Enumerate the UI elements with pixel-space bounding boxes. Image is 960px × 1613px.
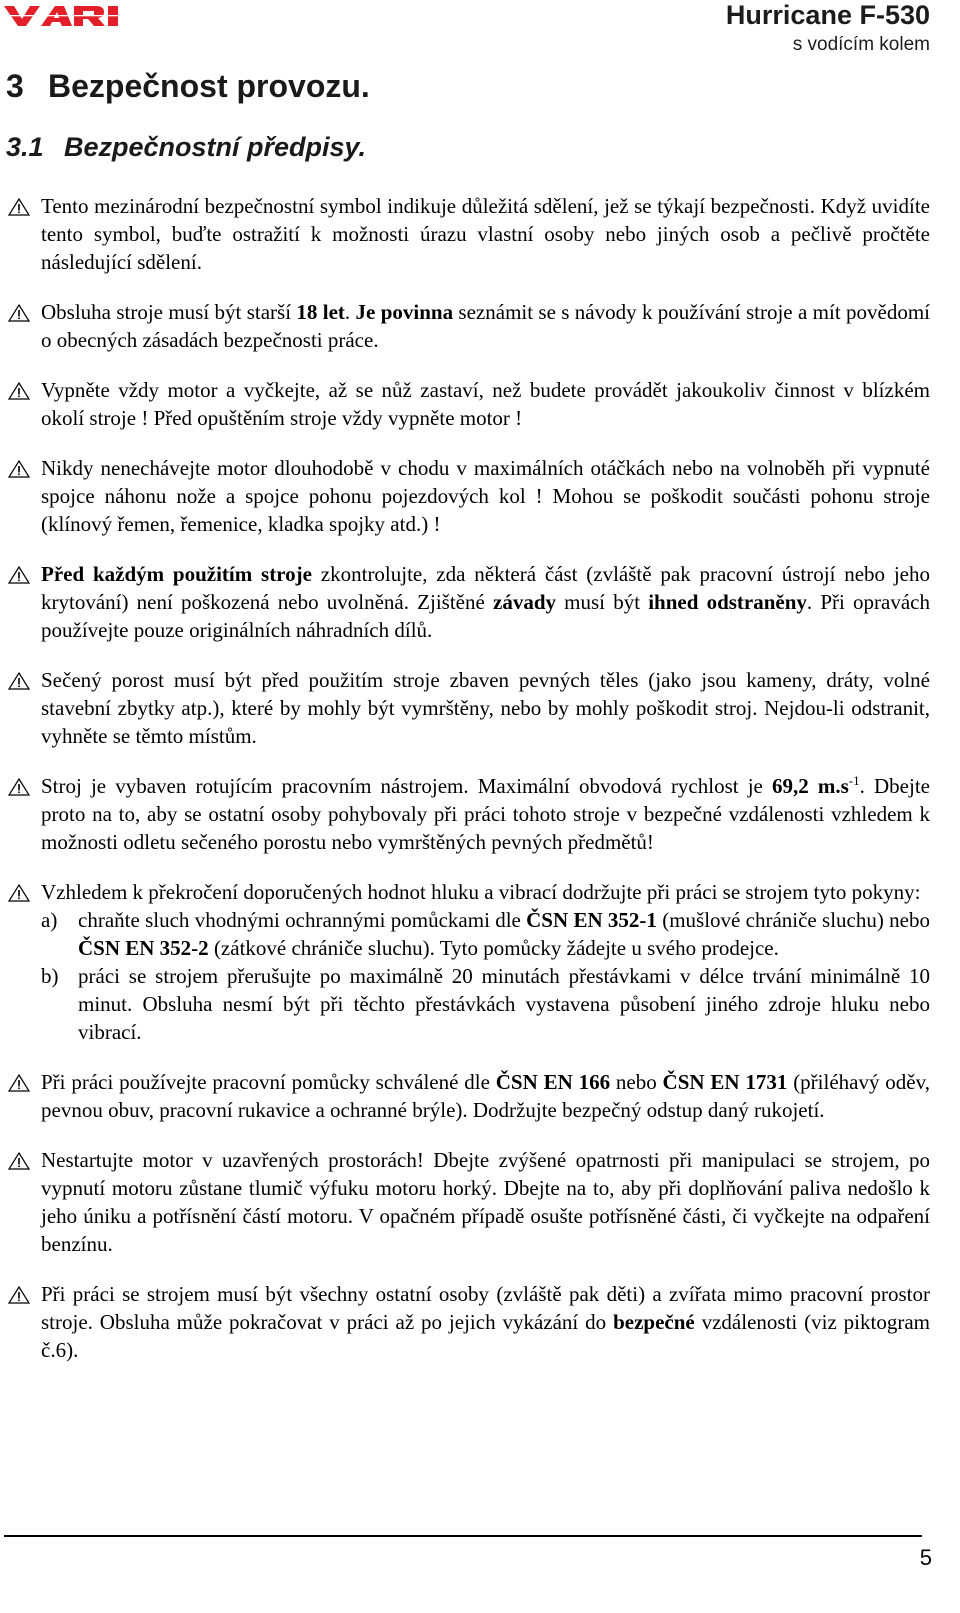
warning-triangle-icon	[8, 1074, 30, 1092]
text-run: Stroj je vybaven rotujícím pracovním nástrojem. Maximální obvodová rychlost je	[41, 774, 772, 798]
rule-text	[41, 878, 930, 906]
text-run: zkontrolujte, zda některá část (zvláště pak pracovní ústrojí nebo jeho krytování) není poškozená nebo uvolněná. Zjištěné	[41, 562, 930, 614]
subitem-text	[78, 906, 930, 962]
safety-rule-p10	[41, 1146, 930, 1258]
text-run: vzdálenosti (viz piktogram č.6).	[41, 1310, 931, 1362]
text-run: Sečený porost musí být před použitím stroje zbaven pevných těles (jako jsou kameny, dráty, volné stavební zbytky atp.), které by mohly být vymrštěny, nebo by mohly poškodit stroj. Nejdou-li odstranit, vyhněte se těmto místům.	[41, 668, 930, 748]
safety-rules-list	[0, 192, 960, 1364]
warning-triangle-icon	[8, 566, 30, 584]
rule-sublist	[41, 906, 930, 1046]
warning-triangle-icon	[8, 672, 30, 690]
bold-text: ČSN EN 352-1	[526, 908, 657, 932]
safety-rule-p4	[41, 454, 930, 538]
subitem-text	[78, 962, 930, 1046]
bold-text: ČSN EN 352-2	[78, 936, 209, 960]
warning-triangle-icon	[8, 778, 30, 796]
text-run: .	[344, 300, 356, 324]
text-run: nebo	[610, 1070, 663, 1094]
warning-triangle-icon	[8, 198, 30, 216]
bold-text: závady	[493, 590, 556, 614]
safety-rule-p8	[41, 878, 930, 1046]
rule-text	[41, 1280, 930, 1364]
bold-text: bezpečné	[613, 1310, 695, 1334]
text-run: (mušlové chrániče sluchu) nebo	[656, 908, 930, 932]
rule-text	[41, 560, 930, 644]
safety-rule-p9	[41, 1068, 930, 1124]
section-title: Bezpečnost provozu.	[48, 68, 370, 104]
rule-text	[41, 298, 930, 354]
text-run: Nikdy nenechávejte motor dlouhodobě v chodu v maximálních otáčkách nebo na volnoběh při vypnuté spojce náhonu nože a spojce pohonu pojezdových kol ! Mohou se poškodit součásti pohonu stroje (klínový řemen, řemenice, kladka spojky atd.) !	[41, 456, 930, 536]
bold-text: 69,2 m.s	[772, 774, 849, 798]
safety-rule-p7	[41, 772, 930, 856]
section-heading	[6, 68, 370, 105]
page-header	[0, 0, 960, 60]
section-number: 3	[6, 68, 24, 104]
text-run: Obsluha stroje musí být starší	[41, 300, 297, 324]
bold-text: Je povinna	[355, 300, 454, 324]
safety-rule-p1	[41, 192, 930, 276]
bold-text: ČSN EN 1731	[662, 1070, 788, 1094]
product-title: Hurricane F-530	[725, 0, 930, 30]
rule-text	[41, 1146, 930, 1258]
text-run: chraňte sluch vhodnými ochrannými pomůckami dle	[78, 908, 527, 932]
rule-subitem	[41, 962, 930, 1046]
text-run: . Dbejte proto na to, aby se ostatní osoby pohybovaly při práci tohoto stroje v bezpečné vzdálenosti vzhledem k možnosti odletu sečeného porostu nebo vymrštěných pevných předmětů!	[41, 774, 930, 854]
warning-triangle-icon	[8, 1152, 30, 1170]
vari-logo	[4, 6, 130, 31]
product-subtitle: s vodícím kolem	[792, 34, 930, 55]
text-run: Vzhledem k překročení doporučených hodnot hluku a vibrací dodržujte při práci se strojem tyto pokyny:	[41, 880, 921, 904]
text-run: Nestartujte motor v uzavřených prostorách! Dbejte zvýšené opatrnosti při manipulaci se strojem, po vypnutí motoru zůstane tlumič výfuku motoru horký. Dbejte na to, aby při doplňování paliva nedošlo k jeho úniku a potřísnění částí motoru. V opačném případě osušte potřísněné části, či vyčkejte na odpaření benzínu.	[41, 1148, 930, 1256]
warning-triangle-icon	[8, 382, 30, 400]
warning-triangle-icon	[8, 884, 30, 902]
text-run: seznámit se s návody k používání stroje a mít povědomí o obecných zásadách bezpečnosti práce.	[41, 300, 930, 352]
warning-triangle-icon	[8, 1286, 30, 1304]
text-run: práci se strojem přerušujte po maximálně 20 minutách přestávkami v délce trvání minimálně 10 minut. Obsluha nesmí být při těchto přestávkách vystavena působení jiného zdroje hluku nebo vibrací.	[78, 964, 930, 1044]
subsection-title: Bezpečnostní předpisy.	[64, 132, 367, 162]
rule-text	[41, 772, 930, 856]
text-run: (přiléhavý oděv, pevnou obuv, pracovní rukavice a ochranné brýle). Dodržujte bezpečný odstup daný rukojetí.	[41, 1070, 931, 1122]
rule-text	[41, 666, 930, 750]
footer-divider	[4, 1535, 922, 1537]
subitem-label: b)	[41, 964, 59, 988]
safety-rule-p3	[41, 376, 930, 432]
page-number: 5	[919, 1545, 932, 1570]
safety-rule-p6	[41, 666, 930, 750]
bold-text: 18 let	[296, 300, 345, 324]
rule-text	[41, 454, 930, 538]
subsection-heading	[6, 132, 366, 163]
text-run: (zátkové chrániče sluchu). Tyto pomůcky žádejte u svého prodejce.	[208, 936, 779, 960]
text-run: Při práci se strojem musí být všechny ostatní osoby (zvláště pak děti) a zvířata mimo pracovní prostor stroje. Obsluha může pokračovat v práci až po jejich vykázání do	[41, 1282, 930, 1334]
text-run: Tento mezinárodní bezpečnostní symbol indikuje důležitá sdělení, jež se týkají bezpečnosti. Když uvidíte tento symbol, buďte ostražití k možnosti úrazu vlastní osoby nebo jiných osob a pečlivě pročtěte následující sdělení.	[41, 194, 930, 274]
subsection-number: 3.1	[6, 132, 44, 162]
rule-text	[41, 1068, 930, 1124]
safety-rule-p5	[41, 560, 930, 644]
superscript-text: -1	[848, 773, 860, 788]
text-run: Vypněte vždy motor a vyčkejte, až se nůž zastaví, než budete provádět jakoukoliv činnost v blízkém okolí stroje ! Před opuštěním stroje vždy vypněte motor !	[41, 378, 930, 430]
rule-text	[41, 192, 930, 276]
vari-logo-graphic	[4, 6, 130, 26]
text-run: musí být	[556, 590, 649, 614]
safety-rule-p2	[41, 298, 930, 354]
subitem-label: a)	[41, 908, 58, 932]
warning-triangle-icon	[8, 460, 30, 478]
text-run: Při práci používejte pracovní pomůcky schválené dle	[41, 1070, 496, 1094]
bold-text: ČSN EN 166	[495, 1070, 611, 1094]
bold-text: ihned odstraněny	[648, 590, 807, 614]
warning-triangle-icon	[8, 304, 30, 322]
text-run: . Při opravách používejte pouze originálních náhradních dílů.	[41, 590, 930, 642]
bold-text: Před každým použitím stroje	[41, 562, 312, 586]
safety-rule-p11	[41, 1280, 930, 1364]
rule-text	[41, 376, 930, 432]
rule-subitem	[41, 906, 930, 962]
